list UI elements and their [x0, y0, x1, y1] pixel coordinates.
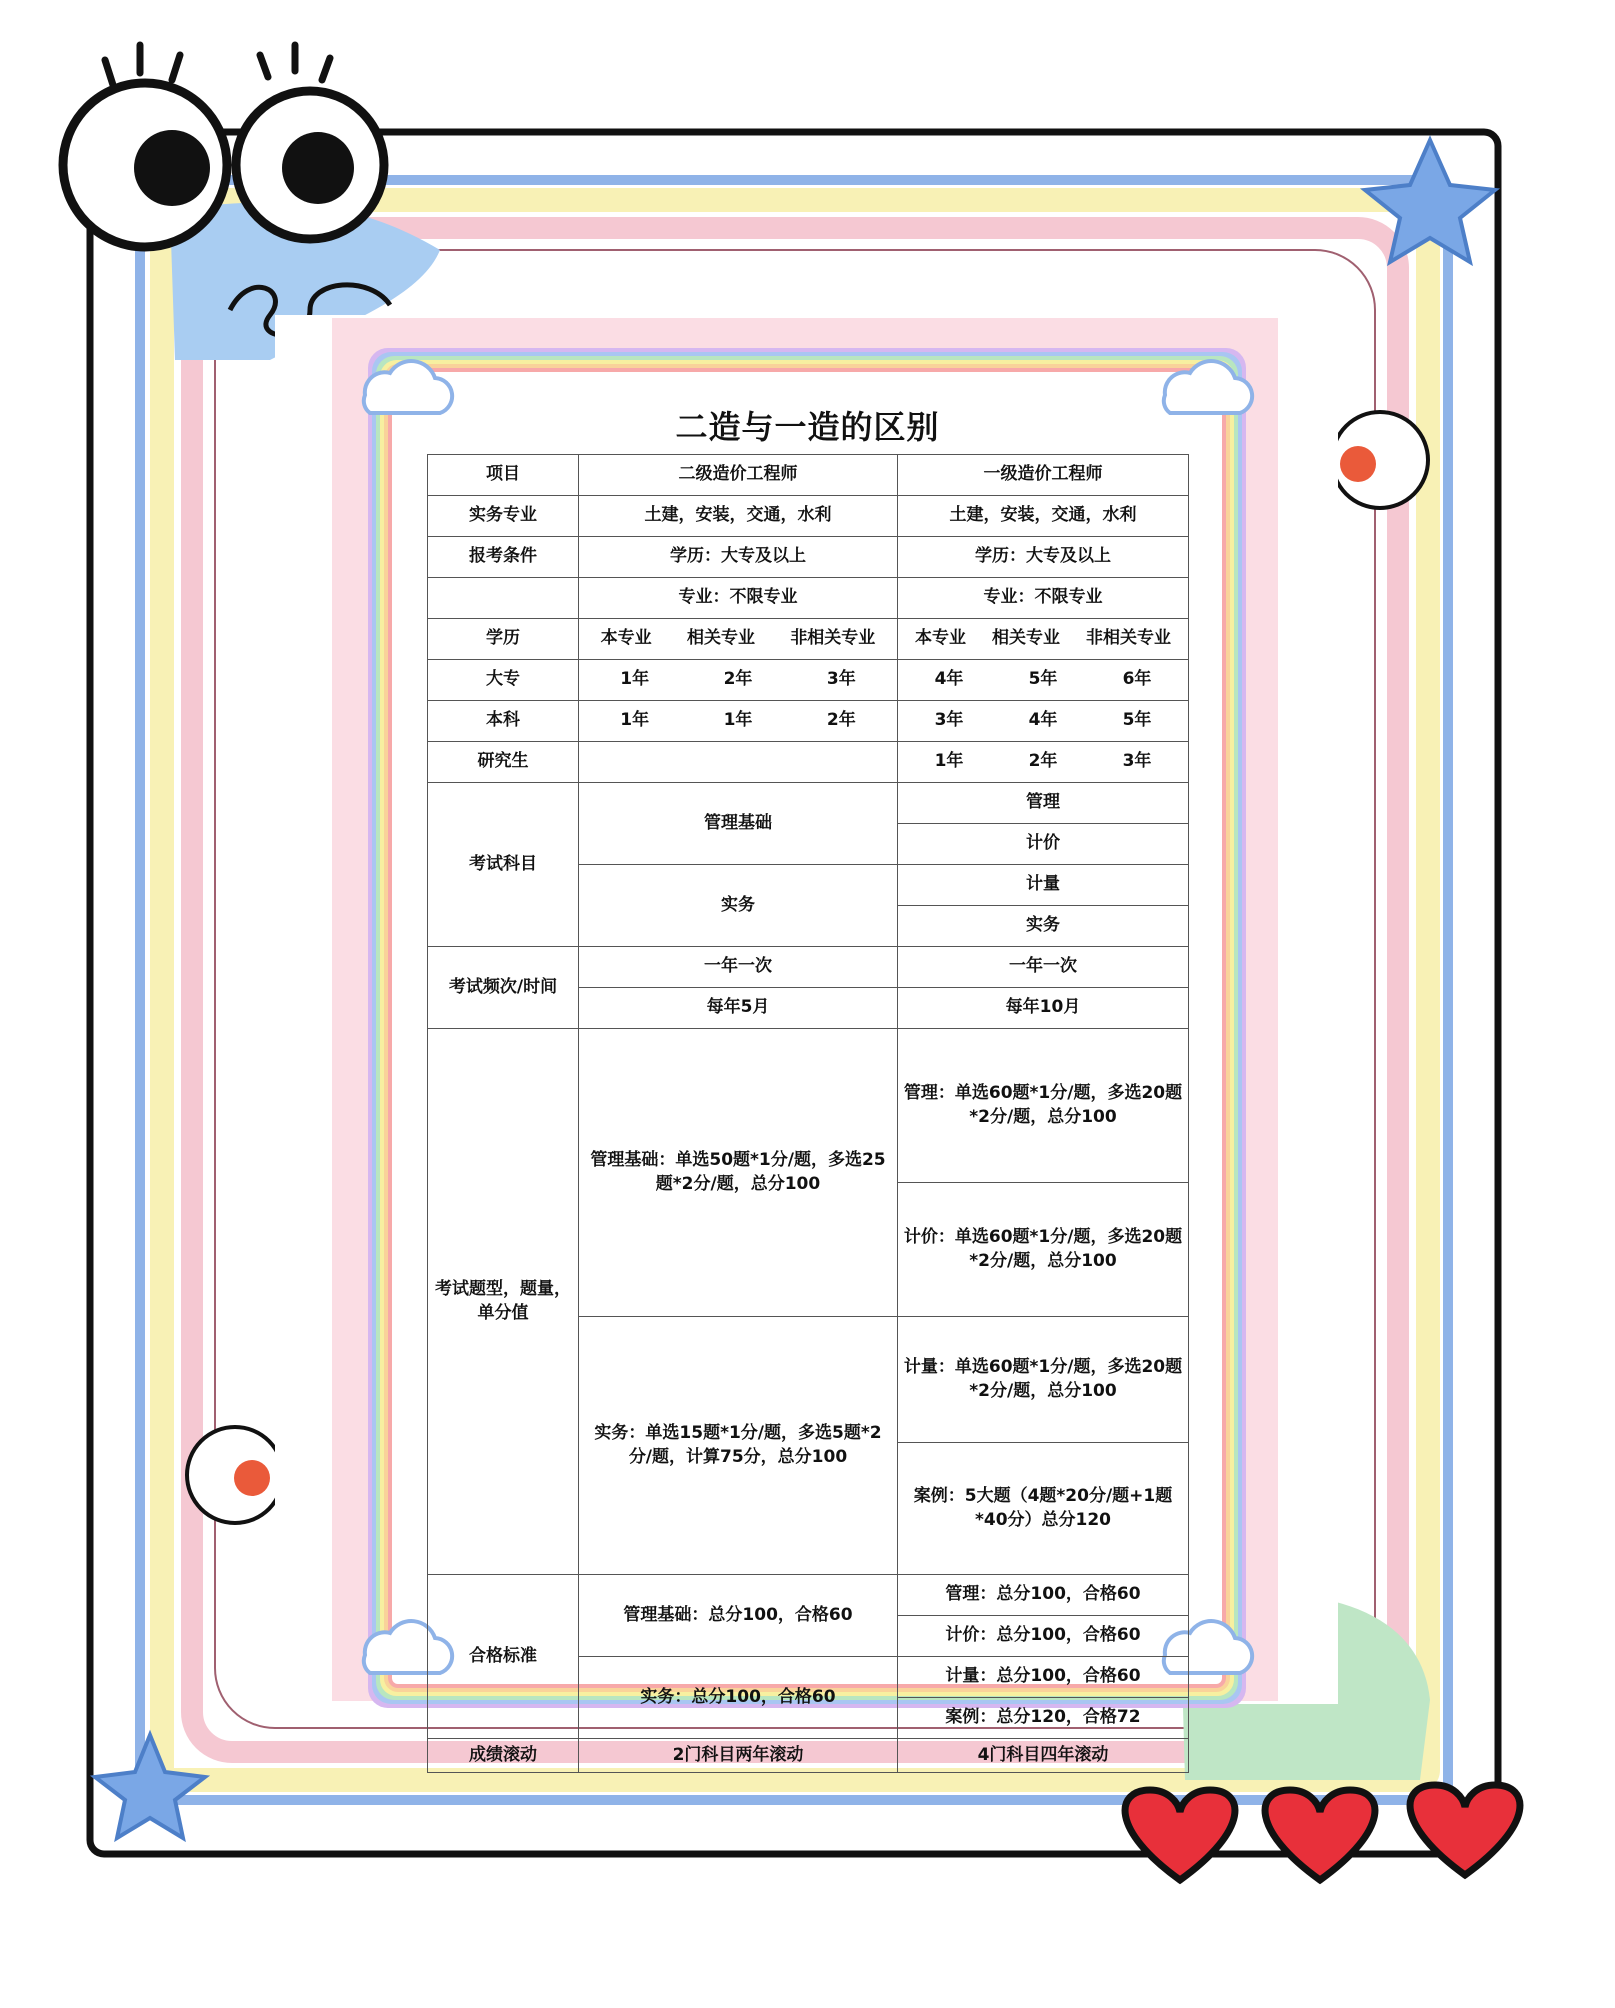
cell: 一年一次 — [579, 947, 898, 988]
cell: 管理 — [898, 783, 1189, 824]
sub-cell: 2年 — [826, 710, 856, 731]
header-level2: 二级造价工程师 — [579, 455, 898, 496]
page-title: 二造与一造的区别 — [675, 408, 940, 446]
table-row — [428, 619, 1189, 660]
sub-cell: 4年 — [1028, 710, 1058, 731]
table-row — [428, 742, 1189, 783]
table-row — [428, 701, 1189, 742]
sub-cell: 非相关专业 — [790, 628, 876, 649]
row-label: 考试频次/时间 — [428, 947, 579, 1029]
sub-cell: 3年 — [934, 710, 964, 731]
sub-cell: 1年 — [620, 669, 650, 690]
sub-cell: 3年 — [1122, 751, 1152, 772]
row-label: 大专 — [428, 660, 579, 701]
cell: 计量 — [898, 865, 1189, 906]
cell: 专业：不限专业 — [898, 578, 1189, 619]
cell: 一年一次 — [898, 947, 1189, 988]
sub-cell: 相关专业 — [686, 628, 755, 649]
cell: 学历：大专及以上 — [898, 537, 1189, 578]
sub-cell: 4年 — [934, 669, 964, 690]
sub-cell: 本专业 — [915, 628, 966, 649]
star-icon — [95, 1735, 205, 1838]
row-label: 学历 — [428, 619, 579, 660]
sub-cell: 6年 — [1122, 669, 1152, 690]
sub-cell: 1年 — [723, 710, 753, 731]
sub-cell: 5年 — [1028, 669, 1058, 690]
table-row — [428, 537, 1189, 578]
cell: 2门科目两年滚动 — [579, 1739, 898, 1773]
table-row — [428, 578, 1189, 619]
cell: 计量：总分100，合格60 — [898, 1657, 1189, 1698]
row-label: 考试科目 — [428, 783, 579, 947]
cell: 土建，安装，交通，水利 — [579, 496, 898, 537]
table-row — [428, 1739, 1189, 1773]
row-label: 成绩滚动 — [428, 1739, 579, 1773]
row-label: 研究生 — [428, 742, 579, 783]
cell: 实务 — [898, 906, 1189, 947]
sub-cell: 1年 — [934, 751, 964, 772]
cell: 实务：总分100，合格60 — [579, 1657, 898, 1739]
table-row — [428, 1575, 1189, 1616]
cell: 案例：总分120，合格72 — [898, 1698, 1189, 1739]
row-label: 考试题型，题量，单分值 — [428, 1029, 579, 1575]
cell — [898, 742, 1189, 783]
row-label: 合格标准 — [428, 1575, 579, 1739]
cell: 计量：单选60题*1分/题，多选20题*2分/题，总分100 — [898, 1317, 1189, 1443]
table-row — [428, 496, 1189, 537]
cell: 管理：总分100，合格60 — [898, 1575, 1189, 1616]
sub-cell: 非相关专业 — [1086, 628, 1171, 649]
header-level1: 一级造价工程师 — [898, 455, 1189, 496]
sub-cell: 2年 — [1028, 751, 1058, 772]
cell — [579, 660, 898, 701]
sub-cell: 3年 — [826, 669, 856, 690]
cell: 计价 — [898, 824, 1189, 865]
cell — [579, 701, 898, 742]
cell: 管理基础 — [579, 783, 898, 865]
cell — [898, 660, 1189, 701]
table-row — [428, 1029, 1189, 1183]
cell: 专业：不限专业 — [579, 578, 898, 619]
header-item: 项目 — [428, 455, 579, 496]
cell-empty — [428, 578, 579, 619]
sub-cell: 1年 — [620, 710, 650, 731]
sub-cell: 相关专业 — [992, 628, 1060, 649]
cell: 每年10月 — [898, 988, 1189, 1029]
table-row — [428, 455, 1189, 496]
comparison-table — [427, 454, 1189, 1773]
cell: 4门科目四年滚动 — [898, 1739, 1189, 1773]
table-row — [428, 660, 1189, 701]
cell: 实务 — [579, 865, 898, 947]
cell: 每年5月 — [579, 988, 898, 1029]
cell-empty — [579, 742, 898, 783]
heart-icon — [1125, 1785, 1520, 1880]
cell: 管理：单选60题*1分/题，多选20题*2分/题，总分100 — [898, 1029, 1189, 1183]
flower-icon — [187, 1427, 283, 1523]
sub-cell: 2年 — [723, 669, 753, 690]
cell: 学历：大专及以上 — [579, 537, 898, 578]
row-label: 实务专业 — [428, 496, 579, 537]
cell: 管理基础：单选50题*1分/题，多选25题*2分/题，总分100 — [579, 1029, 898, 1317]
cell — [579, 619, 898, 660]
row-label: 本科 — [428, 701, 579, 742]
row-label: 报考条件 — [428, 537, 579, 578]
cell — [898, 701, 1189, 742]
table-row — [428, 947, 1189, 988]
cell: 实务：单选15题*1分/题，多选5题*2分/题，计算75分，总分100 — [579, 1317, 898, 1575]
table-row — [428, 783, 1189, 824]
cell: 计价：总分100，合格60 — [898, 1616, 1189, 1657]
cell: 管理基础：总分100，合格60 — [579, 1575, 898, 1657]
sub-cell: 5年 — [1122, 710, 1152, 731]
cell: 土建，安装，交通，水利 — [898, 496, 1189, 537]
sub-cell: 本专业 — [600, 628, 652, 649]
cell: 案例：5大题（4题*20分/题+1题*40分）总分120 — [898, 1443, 1189, 1575]
cell — [898, 619, 1189, 660]
cell: 计价：单选60题*1分/题，多选20题*2分/题，总分100 — [898, 1183, 1189, 1317]
